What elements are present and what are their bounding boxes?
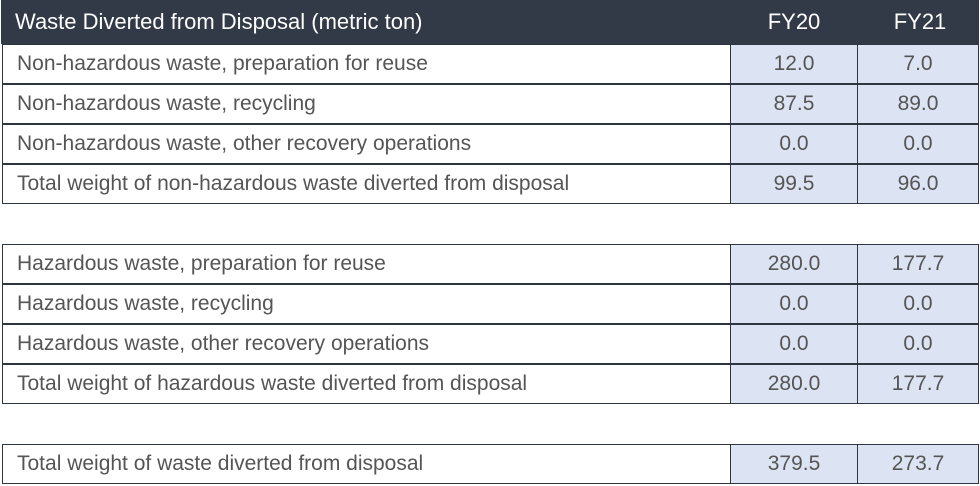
row-label: Total weight of hazardous waste diverted from disposal	[2, 364, 745, 404]
header-fy20: FY20	[767, 9, 821, 34]
value-fy21: 0.0	[857, 284, 979, 324]
value-fy21: 89.0	[857, 84, 979, 124]
value-fy20: 99.5	[730, 164, 858, 204]
value-fy21: 7.0	[857, 44, 979, 84]
table-row	[1, 364, 979, 404]
table-row	[1, 324, 979, 364]
row-label: Total weight of waste diverted from disposal	[2, 444, 745, 484]
table-row	[1, 124, 979, 164]
value-fy20: 0.0	[730, 124, 858, 164]
value-fy20: 280.0	[730, 364, 858, 404]
table-row	[1, 44, 979, 84]
table-row	[1, 244, 979, 284]
table-row	[1, 444, 979, 484]
row-label: Non-hazardous waste, preparation for reuse	[2, 44, 745, 84]
value-fy21: 177.7	[857, 364, 979, 404]
value-fy20: 87.5	[730, 84, 858, 124]
table-header	[1, 0, 979, 44]
row-label: Total weight of non-hazardous waste diverted from disposal	[2, 164, 745, 204]
table-row	[1, 164, 979, 204]
header-label: Waste Diverted from Disposal (metric ton)	[15, 9, 423, 34]
row-label: Non-hazardous waste, other recovery operations	[2, 124, 745, 164]
header-fy21: FY21	[893, 9, 947, 34]
row-label: Hazardous waste, recycling	[2, 284, 745, 324]
row-label: Non-hazardous waste, recycling	[2, 84, 745, 124]
table-row	[1, 284, 979, 324]
value-fy21: 0.0	[857, 124, 979, 164]
value-fy21: 177.7	[857, 244, 979, 284]
value-fy20: 12.0	[730, 44, 858, 84]
value-fy20: 280.0	[730, 244, 858, 284]
value-fy21: 0.0	[857, 324, 979, 364]
row-label: Hazardous waste, other recovery operations	[2, 324, 745, 364]
row-label: Hazardous waste, preparation for reuse	[2, 244, 745, 284]
table-row	[1, 84, 979, 124]
value-fy21: 96.0	[857, 164, 979, 204]
value-fy20: 0.0	[730, 284, 858, 324]
value-fy20: 0.0	[730, 324, 858, 364]
value-fy21: 273.7	[857, 444, 979, 484]
value-fy20: 379.5	[730, 444, 858, 484]
